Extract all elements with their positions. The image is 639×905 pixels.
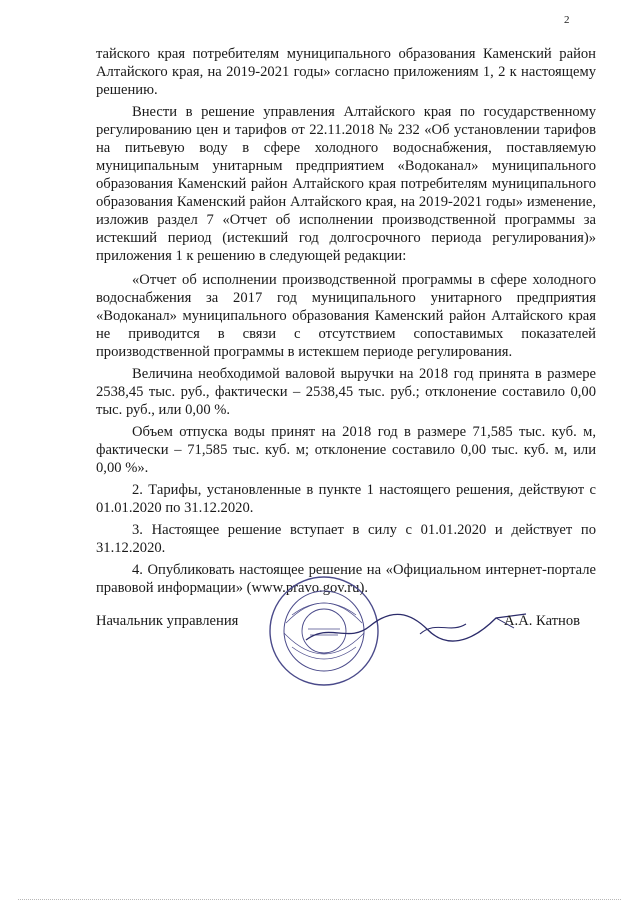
- page-number: 2: [564, 14, 570, 26]
- paragraph-publication: 4. Опубликовать настоящее решение на «Официальном интернет-портале правовой информации» (www.pravo.gov.ru).: [96, 562, 596, 596]
- paragraph-quoted-report: «Отчет об исполнении производственной программы в сфере холодного водоснабжения за 2017 год муниципального унитарного предприятия «Водоканал» муниципального образования Каменский район Алтайского края не приводится в связи с отсутствием сопоставимых показателей производственной программы в истекшем периоде регулирования.: [96, 272, 596, 360]
- handwritten-signature: [300, 600, 540, 660]
- paragraph-revenue: Величина необходимой валовой выручки на 2018 год принята в размере 2538,45 тыс. руб., фактически – 2538,45 тыс. руб.; отклонение составило 0,00 тыс. руб., или 0,00 %.: [96, 366, 596, 418]
- paragraph-continuation: тайского края потребителям муниципального образования Каменский район Алтайского края, на 2019-2021 годы» согласно приложениям 1, 2 к настоящему решению.: [96, 46, 596, 98]
- paragraph-tariff-period: 2. Тарифы, установленные в пункте 1 настоящего решения, действуют с 01.01.2020 по 31.12.2020.: [96, 482, 596, 516]
- paragraph-water-volume: Объем отпуска воды принят на 2018 год в размере 71,585 тыс. куб. м, фактически – 71,585 тыс. куб. м; отклонение составило 0,00 тыс. куб. м, или 0,00 %».: [96, 424, 596, 476]
- signatory-title: Начальник управления: [96, 613, 239, 629]
- paragraph-effective-date: 3. Настоящее решение вступает в силу с 01.01.2020 и действует по 31.12.2020.: [96, 522, 596, 556]
- paragraph-amendment: Внести в решение управления Алтайского края по государственному регулированию цен и тарифов от 22.11.2018 № 232 «Об установлении тарифов на питьевую воду в сфере холодного водоснабжения, поставляемую муниципальным унитарным предприятием «Водоканал» муниципального образования Каменский район Алтайского края потребителям муниципального образования Каменский район Алтайского края, на 2019-2021 годы» изменение, изложив раздел 7 «Отчет об исполнении производственной программы за истекший период (истекший год долгосрочного периода регулирования)» приложения 1 к решению в следующей редакции:: [96, 104, 596, 264]
- document-body: [96, 45, 596, 601]
- page-bottom-edge: [18, 899, 621, 900]
- signatory-name: А.А. Катнов: [504, 613, 581, 629]
